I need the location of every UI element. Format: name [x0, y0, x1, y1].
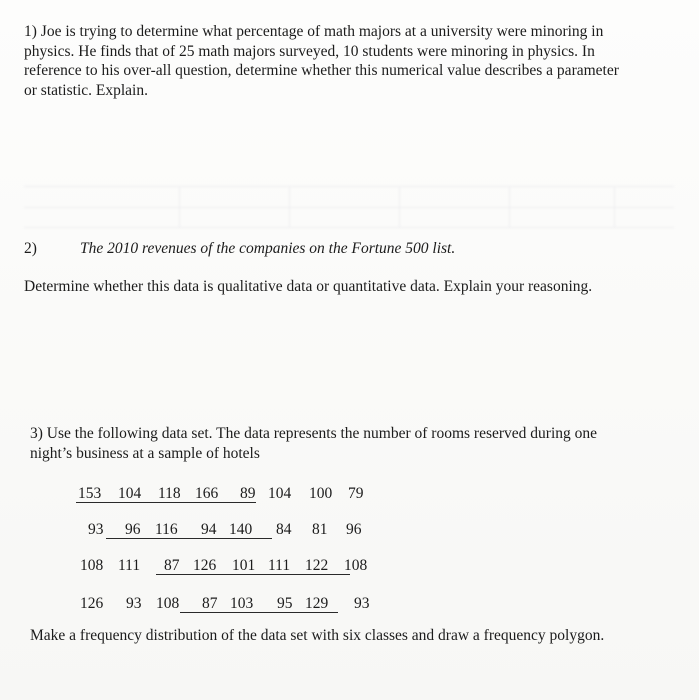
data-value: 87 [202, 595, 218, 612]
data-value: 100 [309, 485, 333, 502]
data-value: 95 [277, 595, 293, 612]
data-value: 96 [125, 521, 141, 538]
data-value: 118 [158, 485, 181, 502]
question-3-intro-line: 3) Use the following data set. The data represents the number of rooms reserved during one [30, 425, 598, 442]
data-row [0, 521, 699, 541]
data-value: 94 [201, 521, 217, 538]
question-3-task: Make a frequency distribution of the data set with six classes and draw a frequency polygon. [30, 627, 605, 644]
data-value: 103 [230, 595, 254, 612]
data-value: 116 [155, 521, 178, 538]
question-1-line: physics. He finds that of 25 math majors surveyed, 10 students were minoring in physics. In [24, 42, 595, 60]
data-row [0, 595, 699, 615]
data-value: 129 [305, 595, 329, 612]
data-value: 108 [156, 595, 180, 612]
question-1-line: reference to his over-all question, determine whether this numerical value describes a parameter [24, 62, 619, 79]
data-value: 101 [232, 557, 256, 574]
bleed-through-table [24, 186, 674, 228]
data-value: 93 [354, 595, 370, 612]
question-3-intro-line: night’s business at a sample of hotels [30, 445, 260, 462]
data-value: 108 [344, 557, 368, 574]
data-value: 79 [348, 485, 364, 502]
question-2-prompt: Determine whether this data is qualitative data or quantitative data. Explain your reasoning. [24, 278, 593, 295]
data-value: 111 [268, 557, 291, 574]
question-1-line: or statistic. Explain. [24, 81, 148, 99]
data-value: 153 [78, 485, 102, 502]
data-value: 89 [240, 485, 256, 502]
data-value: 104 [118, 485, 142, 502]
data-value: 93 [88, 521, 104, 538]
data-value: 108 [80, 557, 104, 574]
data-value: 126 [193, 557, 217, 574]
data-row [0, 485, 699, 505]
data-value: 84 [276, 521, 292, 538]
data-value: 81 [312, 521, 328, 538]
data-value: 87 [164, 557, 180, 574]
data-value: 166 [195, 485, 219, 502]
question-1-line: 1) Joe is trying to determine what percentage of math majors at a university were minoring in [24, 23, 604, 40]
data-value: 96 [346, 521, 362, 538]
data-row [0, 557, 699, 577]
data-value: 111 [118, 557, 141, 574]
data-value: 93 [126, 595, 142, 612]
question-2-title: The 2010 revenues of the companies on the Fortune 500 list. [80, 240, 456, 257]
data-value: 140 [229, 521, 253, 538]
data-value: 122 [305, 557, 329, 574]
question-3-intro [30, 424, 670, 464]
data-value: 104 [268, 485, 292, 502]
question-2-number: 2) [24, 240, 37, 257]
question-1 [24, 22, 684, 100]
data-value: 126 [80, 595, 104, 612]
